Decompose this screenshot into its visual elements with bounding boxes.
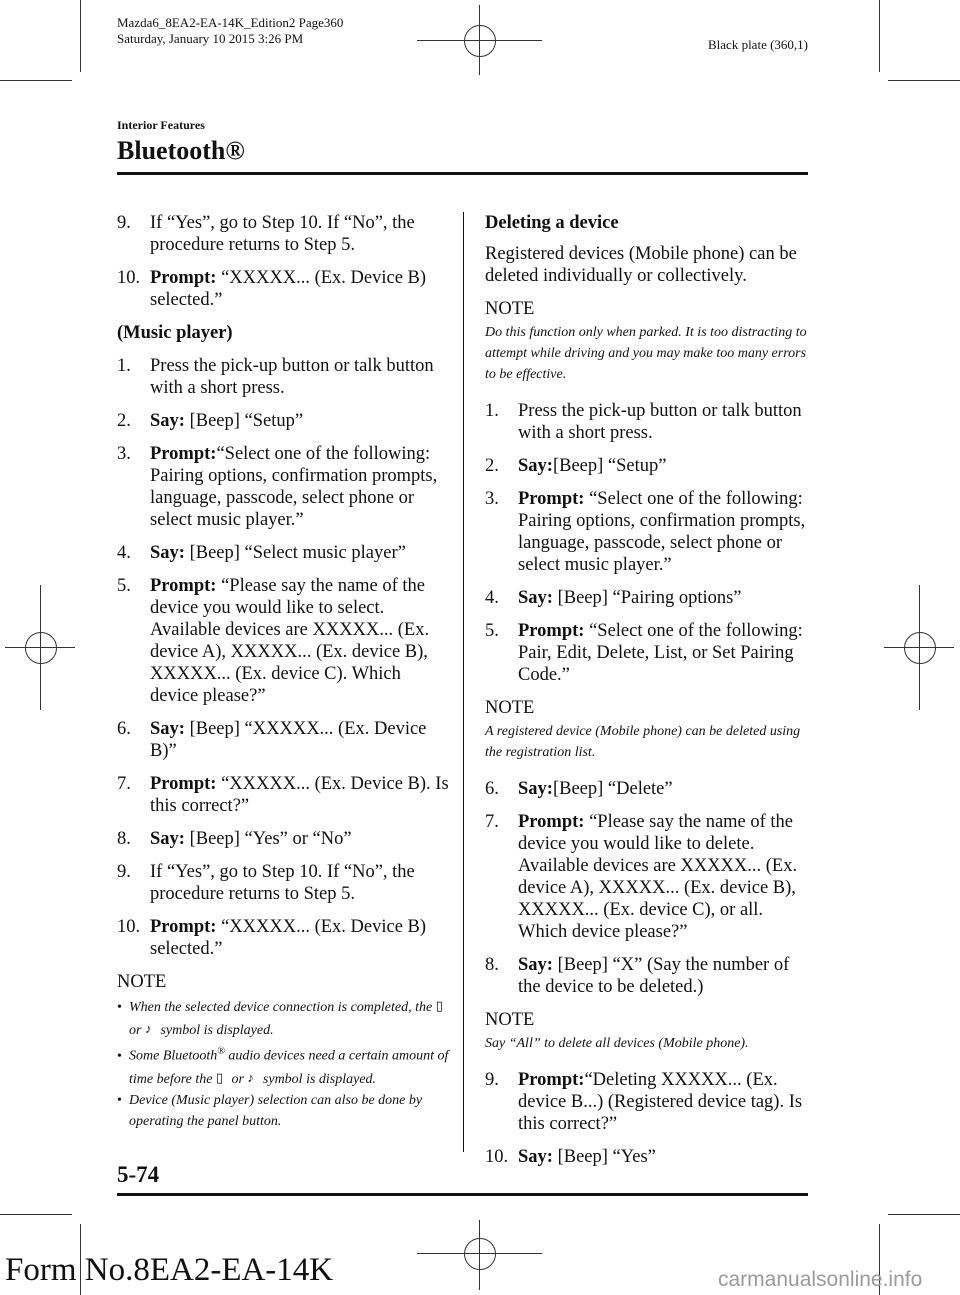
list-item: 10. Say: [Beep] “Yes” xyxy=(485,1147,656,1167)
crop-mark xyxy=(888,1214,960,1215)
header-rule xyxy=(117,172,808,175)
slug-timestamp: Saturday, January 10 2015 3:26 PM xyxy=(117,31,304,46)
registration-circle xyxy=(904,632,936,664)
crop-mark xyxy=(879,0,880,72)
intro-paragraph: Registered devices (Mobile phone) can be deleted individually or collectively. xyxy=(485,244,797,286)
list-item: 10. Prompt: “XXXXX... (Ex. Device B) selected.” xyxy=(117,268,427,310)
phone-icon: ▯ xyxy=(215,1069,224,1085)
list-item: 6. Say: [Beep] “XXXXX... (Ex. Device B)” xyxy=(117,719,427,761)
list-item: 2. Say:[Beep] “Setup” xyxy=(485,456,667,476)
note-label: NOTE xyxy=(117,972,167,992)
note-text: A registered device (Mobile phone) can be deleted using the registration list. xyxy=(485,724,801,760)
list-item: 4. Say: [Beep] “Select music player” xyxy=(117,543,406,563)
registration-circle xyxy=(464,25,496,57)
note-label: NOTE xyxy=(485,299,535,319)
page-number: 5-74 xyxy=(117,1162,160,1187)
registration-cross xyxy=(417,1253,542,1254)
crop-mark xyxy=(888,80,960,81)
list-item: 9. If “Yes”, go to Step 10. If “No”, the procedure returns to Step 5. xyxy=(117,213,415,255)
registration-cross xyxy=(417,40,542,41)
section-label: Interior Features xyxy=(117,118,205,132)
music-note-icon: ♪ xyxy=(247,1069,254,1085)
note-label: NOTE xyxy=(485,698,535,718)
list-item: 9. If “Yes”, go to Step 10. If “No”, the procedure returns to Step 5. xyxy=(117,862,415,904)
registration-circle xyxy=(464,1238,496,1270)
slug-filename: Mazda6_8EA2-EA-14K_Edition2 Page360 xyxy=(117,15,344,30)
column-divider xyxy=(463,212,464,1152)
list-item: 8. Say: [Beep] “X” (Say the number of the device to be deleted.) xyxy=(485,955,790,997)
list-item: 3. Prompt:“Select one of the following: Pairing options, confirmation prompts, language, passcode, select phone or select music player.” xyxy=(117,444,438,530)
registration-cross xyxy=(479,1220,480,1290)
list-item: 8. Say: [Beep] “Yes” or “No” xyxy=(117,829,352,849)
form-number: Form No.8EA2-EA-14K xyxy=(5,1252,334,1288)
registration-circle xyxy=(25,632,57,664)
list-item: 6. Say:[Beep] “Delete” xyxy=(485,779,673,799)
list-item: 5. Prompt: “Please say the name of the device you would like to select. Available devices are XXXXX... (Ex. device A), XXXXX... (Ex. device B), XXXXX... (Ex. device C). Which device please?” xyxy=(117,576,430,706)
note-label: NOTE xyxy=(485,1010,535,1030)
list-item: 3. Prompt: “Select one of the following: Pairing options, confirmation prompts, language, passcode, select phone or select music player.” xyxy=(485,489,806,575)
page-title: Bluetooth® xyxy=(117,136,245,165)
note-text: Say “All” to delete all devices (Mobile phone). xyxy=(485,1036,749,1051)
list-item: 2. Say: [Beep] “Setup” xyxy=(117,411,304,431)
crop-mark xyxy=(80,0,81,72)
registration-cross xyxy=(884,647,954,648)
subheading-music-player: (Music player) xyxy=(117,323,233,343)
note-bullet: • When the selected device connection is completed, the ▯ or ♪ symbol is displayed. xyxy=(117,995,452,1041)
registration-cross xyxy=(5,647,75,648)
right-column xyxy=(485,212,810,1179)
list-item: 9. Prompt:“Deleting XXXXX... (Ex. device B...) (Registered device tag). Is this correct?” xyxy=(485,1070,803,1134)
left-column xyxy=(117,212,452,1132)
crop-mark xyxy=(0,1214,72,1215)
music-note-icon: ♪ xyxy=(144,1021,152,1036)
footer-rule xyxy=(117,1193,808,1196)
list-item: 4. Say: [Beep] “Pairing options” xyxy=(485,588,742,608)
list-item: 7. Prompt: “Please say the name of the device you would like to delete. Available devices are XXXXX... (Ex. device A), XXXXX... (Ex. device B), XXXXX... (Ex. device C), or all. Which device please?” xyxy=(485,812,798,942)
note-bullet: • Some Bluetooth® audio devices need a certain amount of time before the ▯ or ♪ symbol is displayed. xyxy=(117,1046,449,1087)
phone-icon: ▯ xyxy=(435,998,443,1013)
crop-mark xyxy=(0,80,72,81)
watermark: carmanualsonline.info xyxy=(718,1268,923,1291)
note-text: Do this function only when parked. It is too distracting to attempt while driving and you may make too many errors to be effective. xyxy=(485,325,807,382)
list-item: 5. Prompt: “Select one of the following: Pair, Edit, Delete, List, or Set Pairing Code.” xyxy=(485,621,803,685)
list-item: 1. Press the pick-up button or talk button with a short press. xyxy=(485,401,802,443)
subheading-deleting-device: Deleting a device xyxy=(485,213,619,233)
slug-plate: Black plate (360,1) xyxy=(708,37,808,52)
list-item: 10. Prompt: “XXXXX... (Ex. Device B) selected.” xyxy=(117,917,427,959)
list-item: 7. Prompt: “XXXXX... (Ex. Device B). Is this correct?” xyxy=(117,774,449,816)
list-item: 1. Press the pick-up button or talk button with a short press. xyxy=(117,356,434,398)
note-bullet: • Device (Music player) selection can also be done by operating the panel button. xyxy=(117,1092,423,1129)
